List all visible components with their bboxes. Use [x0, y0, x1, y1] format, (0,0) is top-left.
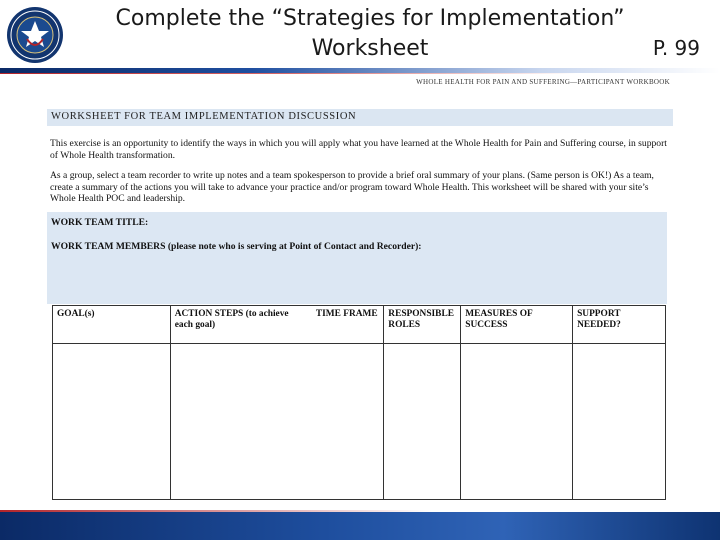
- slide-title-line2: Worksheet: [311, 36, 429, 61]
- worksheet-section-title: WORKSHEET FOR TEAM IMPLEMENTATION DISCUSSION: [51, 111, 357, 122]
- cell-responsible-roles[interactable]: [384, 344, 461, 500]
- va-seal-icon: [6, 6, 64, 64]
- work-team-members-label: WORK TEAM MEMBERS (please note who is serving at Point of Contact and Recorder):: [51, 241, 422, 252]
- column-header-time-frame: TIME FRAME: [312, 306, 384, 344]
- slide-title: [70, 4, 670, 64]
- table-header-row: [53, 306, 666, 344]
- implementation-plan-table: [52, 305, 666, 500]
- worksheet-section-header: [47, 109, 673, 126]
- column-header-support-needed: SUPPORT NEEDED?: [573, 306, 666, 344]
- cell-action-steps[interactable]: [170, 344, 312, 500]
- cell-time-frame[interactable]: [312, 344, 384, 500]
- work-team-box: [47, 212, 667, 304]
- slide-footer-bar: [0, 512, 720, 540]
- column-header-responsible-roles: RESPONSIBLE ROLES: [384, 306, 461, 344]
- column-header-goals: GOAL(s): [53, 306, 171, 344]
- slide-title-line1: Complete the “Strategies for Implementation”: [115, 6, 625, 31]
- slide-header: [0, 0, 720, 70]
- cell-support-needed[interactable]: [573, 344, 666, 500]
- column-header-action-steps: ACTION STEPS (to achieve each goal): [170, 306, 312, 344]
- page-reference: P. 99: [652, 36, 700, 60]
- cell-measures-of-success[interactable]: [461, 344, 573, 500]
- header-accent-line: [0, 73, 720, 74]
- worksheet-instructions-paragraph: As a group, select a team recorder to write up notes and a team spokesperson to provide a brief oral summary of your plans. (Same person is OK!) As a team, create a summary of the actions you will take to advance your practice and/or program toward Whole Health. This worksheet will be shared with your site’s Whole Health POC and leadership.: [50, 170, 654, 204]
- table-row: [53, 344, 666, 500]
- column-header-measures-of-success: MEASURES OF SUCCESS: [461, 306, 573, 344]
- work-team-title-label: WORK TEAM TITLE:: [51, 217, 149, 228]
- cell-goals[interactable]: [53, 344, 171, 500]
- worksheet-intro-paragraph: This exercise is an opportunity to identify the ways in which you will apply what you have learned at the Whole Health for Pain and Suffering course, in support of Whole Health transformation.: [50, 138, 667, 161]
- workbook-running-head: WHOLE HEALTH FOR PAIN AND SUFFERING—PARTICIPANT WORKBOOK: [416, 78, 670, 86]
